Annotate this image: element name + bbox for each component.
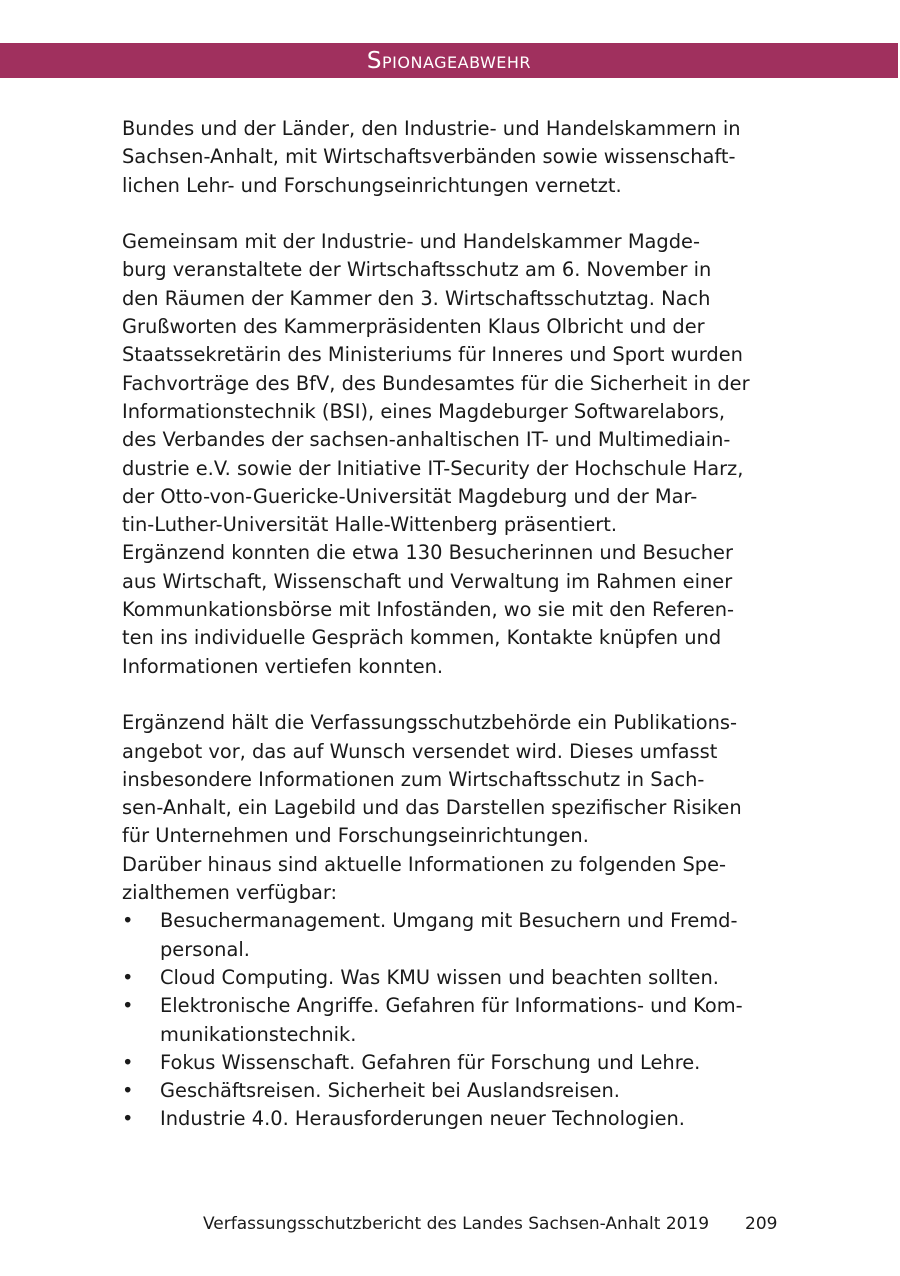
topic-bullet-list (122, 907, 790, 1133)
paragraph-line: Fachvorträge des BfV, des Bundesamtes für die Sicherheit in der (122, 371, 750, 395)
paragraph-line: insbesondere Informationen zum Wirtschaftsschutz in Sach- (122, 767, 705, 791)
section-title: Spionageabwehr (366, 48, 532, 74)
bullet-item (122, 964, 790, 992)
paragraph-line: Grußworten des Kammerpräsidenten Klaus Olbricht und der (122, 315, 705, 339)
bullet-text: Cloud Computing. Was KMU wissen und beachten sollten. (160, 965, 719, 989)
bullet-item (122, 907, 790, 964)
bullet-icon: • (122, 994, 134, 1018)
bullet-text: personal. (160, 937, 250, 961)
bullet-text: Elektronische Angriffe. Gefahren für Informations- und Kom- (160, 994, 743, 1018)
paragraph-line: der Otto-von-Guericke-Universität Magdeburg und der Mar- (122, 484, 698, 508)
paragraph-line: aus Wirtschaft, Wissenschaft und Verwaltung im Rahmen einer (122, 569, 733, 593)
paragraph-line: angebot vor, das auf Wunsch versendet wird. Dieses umfasst (122, 739, 718, 763)
bullet-item (122, 1105, 790, 1133)
section-header-bar (0, 43, 898, 78)
paragraph-line: Informationen vertiefen konnten. (122, 654, 444, 678)
bullet-text: munikationstechnik. (160, 1022, 357, 1046)
paragraph-spacer (122, 681, 790, 709)
paragraph-line: zialthemen verfügbar: (122, 881, 338, 905)
paragraph-line: Bundes und der Länder, den Industrie- und Handelskammern in (122, 117, 741, 140)
bullet-text: Industrie 4.0. Herausforderungen neuer Technologien. (160, 1107, 685, 1131)
paragraph-line: Informationstechnik (BSI), eines Magdeburger Softwarelabors, (122, 399, 726, 423)
bullet-icon: • (122, 965, 134, 989)
body-text (122, 115, 790, 1134)
bullet-text: Fokus Wissenschaft. Gefahren für Forschung und Lehre. (160, 1050, 701, 1074)
paragraph-line: für Unternehmen und Forschungseinrichtungen. (122, 824, 589, 848)
page-number: 209 (745, 1214, 778, 1234)
paragraph-line: sen-Anhalt, ein Lagebild und das Darstellen spezifischer Risiken (122, 796, 742, 820)
paragraph-line: Ergänzend hält die Verfassungsschutzbehörde ein Publikations- (122, 711, 737, 735)
paragraph-spacer (122, 200, 790, 228)
paragraph-line: Staatssekretärin des Ministeriums für Inneres und Sport wurden (122, 343, 743, 367)
bullet-text: Besuchermanagement. Umgang mit Besuchern und Fremd- (160, 909, 738, 933)
bullet-text: Geschäftsreisen. Sicherheit bei Auslandsreisen. (160, 1079, 620, 1103)
paragraph-line: burg veranstaltete der Wirtschaftsschutz am 6. November in (122, 258, 712, 282)
footer-publication-title: Verfassungsschutzbericht des Landes Sachsen-Anhalt 2019 (203, 1214, 710, 1234)
paragraph-line: des Verbandes der sachsen-anhaltischen IT- und Multimediain- (122, 428, 731, 452)
bullet-icon: • (122, 1050, 134, 1074)
paragraph-line: Sachsen-Anhalt, mit Wirtschaftsverbänden sowie wissenschaft- (122, 145, 736, 169)
bullet-item (122, 992, 790, 1049)
paragraph-line: Darüber hinaus sind aktuelle Informationen zu folgenden Spe- (122, 852, 727, 876)
paragraph-line: lichen Lehr- und Forschungseinrichtungen vernetzt. (122, 173, 622, 197)
paragraph-line: Ergänzend konnten die etwa 130 Besucherinnen und Besucher (122, 541, 733, 565)
paragraph-line: tin-Luther-Universität Halle-Wittenberg präsentiert. (122, 513, 617, 537)
paragraph-line: Gemeinsam mit der Industrie- und Handelskammer Magde- (122, 230, 700, 254)
paragraph-line: ten ins individuelle Gespräch kommen, Kontakte knüpfen und (122, 626, 722, 650)
bullet-item (122, 1077, 790, 1105)
bullet-icon: • (122, 1079, 134, 1103)
paragraph-line: Kommunkationsbörse mit Infoständen, wo sie mit den Referen- (122, 598, 735, 622)
bullet-icon: • (122, 1107, 134, 1131)
paragraph-line: den Räumen der Kammer den 3. Wirtschaftsschutztag. Nach (122, 286, 711, 310)
bullet-icon: • (122, 909, 134, 933)
bullet-item (122, 1049, 790, 1077)
paragraph-line: dustrie e.V. sowie der Initiative IT-Security der Hochschule Harz, (122, 456, 744, 480)
